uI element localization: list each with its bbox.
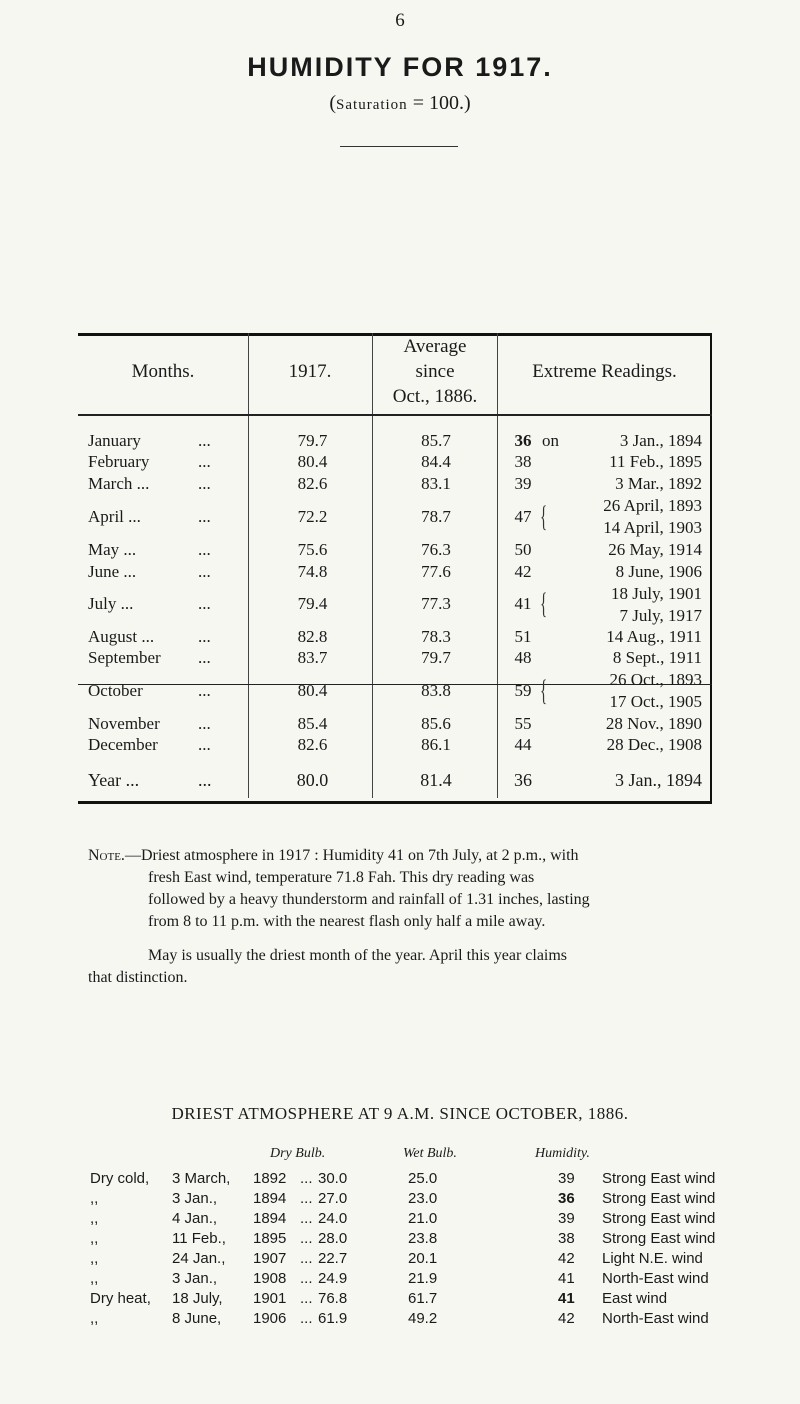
extreme-on: on (542, 431, 559, 450)
extreme-date: 14 Aug., 1911 (606, 627, 702, 646)
value-1917: 82.6 (297, 735, 328, 754)
extreme-value: 50 (514, 540, 532, 559)
month-label: March ... (88, 474, 150, 493)
extreme-value: 47 (514, 507, 532, 526)
header-average (374, 334, 496, 409)
note-text: —Driest atmosphere in 1917 : Humidity 41 on 7th July, at 2 p.m., with (124, 847, 579, 864)
brace: { (540, 500, 548, 533)
leader-dots: ... (198, 648, 211, 667)
value-average: 76.3 (421, 540, 451, 559)
row-dots: ... (300, 1230, 313, 1247)
extreme-date: 8 June, 1906 (615, 562, 702, 581)
row-dry-bulb: 22.7 (318, 1250, 348, 1267)
subtitle-rest: = 100.) (407, 92, 471, 114)
row-dry-bulb: 27.0 (318, 1190, 348, 1207)
extreme-date: 26 May, 1914 (608, 540, 702, 559)
value-1917: 74.8 (297, 562, 328, 581)
extreme-date: 3 Mar., 1892 (615, 474, 702, 493)
col-head-humidity: Humidity. (535, 1146, 590, 1161)
value-average: 85.7 (421, 431, 451, 450)
table-column-divider (248, 333, 249, 798)
row-year: 1894 (253, 1210, 287, 1227)
row-dry-bulb: 76.8 (318, 1290, 348, 1307)
extreme-date: 26 April, 1893 (603, 496, 702, 515)
month-label: November (88, 714, 160, 733)
row-year: 1908 (253, 1270, 287, 1287)
extreme-value: 51 (514, 627, 532, 646)
row-date: 24 Jan., (172, 1250, 226, 1267)
value-1917: 82.8 (297, 627, 328, 646)
value-average: 77.3 (421, 594, 451, 613)
row-humidity: 42 (558, 1250, 575, 1267)
year-value-1917: 80.0 (296, 770, 329, 790)
row-dry-bulb: 28.0 (318, 1230, 348, 1247)
value-average: 78.7 (421, 507, 451, 526)
extreme-date: 11 Feb., 1895 (609, 452, 702, 471)
row-dry-bulb: 24.0 (318, 1210, 348, 1227)
header-average-line: Average (403, 336, 467, 357)
row-wind: North-East wind (602, 1310, 709, 1327)
row-kind: ,, (90, 1250, 99, 1267)
note-line: from 8 to 11 p.m. with the nearest flash only half a mile away. (148, 913, 546, 930)
extreme-date: 28 Dec., 1908 (606, 735, 702, 754)
note-label: Note. (88, 847, 125, 864)
extreme-value: 41 (514, 594, 532, 613)
value-average: 77.6 (421, 562, 451, 581)
row-date: 18 July, (172, 1290, 223, 1307)
row-kind: ,, (90, 1230, 99, 1247)
year-value-average: 81.4 (420, 770, 452, 790)
row-humidity: 41 (558, 1290, 575, 1307)
leader-dots: ... (198, 770, 212, 790)
row-dots: ... (300, 1190, 313, 1207)
header-average-line: since (415, 361, 455, 382)
month-label: July ... (88, 594, 134, 613)
note-line (88, 845, 579, 867)
note-line: followed by a heavy thunderstorm and rainfall of 1.31 inches, lasting (148, 891, 590, 908)
row-wind: Strong East wind (602, 1210, 716, 1227)
leader-dots: ... (198, 714, 211, 733)
extreme-value: 59 (514, 681, 532, 700)
extreme-value: 39 (514, 474, 532, 493)
value-1917: 82.6 (297, 474, 328, 493)
extreme-value: 38 (514, 452, 532, 471)
row-date: 3 Jan., (172, 1270, 218, 1287)
month-label: June ... (88, 562, 137, 581)
leader-dots: ... (198, 594, 211, 613)
value-1917: 80.4 (297, 452, 328, 471)
extreme-value: 44 (514, 735, 532, 754)
row-wet-bulb: 25.0 (408, 1170, 438, 1187)
header-extreme-readings: Extreme Readings. (532, 361, 677, 382)
leader-dots: ... (198, 474, 211, 493)
extreme-date: 18 July, 1901 (611, 584, 702, 603)
row-kind: Dry heat, (90, 1290, 151, 1307)
month-label: May ... (88, 540, 137, 559)
col-head-wet-bulb: Wet Bulb. (403, 1146, 457, 1161)
leader-dots: ... (198, 681, 211, 700)
note-paragraph-line: that distinction. (88, 969, 188, 986)
row-kind: ,, (90, 1270, 99, 1287)
extreme-date: 3 Jan., 1894 (619, 431, 702, 450)
row-wind: Light N.E. wind (602, 1250, 703, 1267)
row-kind: ,, (90, 1210, 99, 1227)
extreme-date: 28 Nov., 1890 (605, 714, 702, 733)
leader-dots: ... (198, 735, 211, 754)
row-date: 11 Feb., (172, 1230, 226, 1247)
page-title: HUMIDITY FOR 1917. (247, 52, 553, 82)
row-year: 1894 (253, 1190, 287, 1207)
extreme-date: 14 April, 1903 (603, 518, 702, 537)
row-wet-bulb: 21.0 (408, 1210, 438, 1227)
row-dry-bulb: 24.9 (318, 1270, 348, 1287)
value-average: 83.1 (421, 474, 451, 493)
extreme-date: 26 Oct., 1893 (609, 670, 702, 689)
value-1917: 72.2 (297, 507, 328, 526)
header-average-line: Oct., 1886. (392, 386, 478, 407)
value-1917: 79.7 (297, 431, 328, 450)
row-date: 4 Jan., (172, 1210, 218, 1227)
year-extreme-value: 36 (514, 770, 532, 790)
driest-heading: DRIEST ATMOSPHERE AT 9 A.M. SINCE OCTOBER, 1886. (171, 1104, 629, 1123)
col-head-dry-bulb: Dry Bulb. (270, 1146, 326, 1161)
brace: { (540, 587, 548, 620)
row-humidity: 38 (558, 1230, 575, 1247)
row-wind: North-East wind (602, 1270, 709, 1287)
row-dots: ... (300, 1250, 313, 1267)
row-wet-bulb: 49.2 (408, 1310, 438, 1327)
row-year: 1907 (253, 1250, 287, 1267)
row-humidity: 42 (558, 1310, 575, 1327)
subtitle-open: ( (329, 92, 337, 114)
table-header-rule (78, 414, 712, 416)
row-wet-bulb: 23.8 (408, 1230, 438, 1247)
row-year: 1895 (253, 1230, 287, 1247)
leader-dots: ... (198, 452, 211, 471)
extreme-value: 55 (514, 714, 532, 733)
extreme-value: 48 (514, 648, 532, 667)
row-dots: ... (300, 1310, 313, 1327)
value-average: 78.3 (421, 627, 451, 646)
value-average: 79.7 (421, 648, 451, 667)
row-date: 3 March, (172, 1170, 231, 1187)
row-wet-bulb: 23.0 (408, 1190, 438, 1207)
row-humidity: 41 (558, 1270, 575, 1287)
row-year: 1906 (253, 1310, 287, 1327)
extreme-date: 7 July, 1917 (619, 606, 702, 625)
year-label: Year ... (88, 770, 140, 790)
extreme-date: 17 Oct., 1905 (609, 692, 702, 711)
note-line: fresh East wind, temperature 71.8 Fah. This dry reading was (148, 869, 535, 886)
row-wind: East wind (602, 1290, 668, 1307)
row-kind: Dry cold, (90, 1170, 150, 1187)
note-paragraph-line: May is usually the driest month of the year. April this year claims (148, 947, 568, 964)
row-date: 8 June, (172, 1310, 222, 1327)
row-humidity: 39 (558, 1170, 575, 1187)
leader-dots: ... (198, 431, 211, 450)
value-1917: 75.6 (297, 540, 328, 559)
row-dots: ... (300, 1290, 313, 1307)
month-label: September (88, 648, 161, 667)
row-year: 1901 (253, 1290, 287, 1307)
row-date: 3 Jan., (172, 1190, 218, 1207)
row-wind: Strong East wind (602, 1170, 716, 1187)
leader-dots: ... (198, 507, 211, 526)
row-year: 1892 (253, 1170, 287, 1187)
table-column-divider (497, 333, 498, 798)
row-wet-bulb: 21.9 (408, 1270, 438, 1287)
value-1917: 80.4 (297, 681, 328, 700)
month-label: August ... (88, 627, 155, 646)
value-1917: 85.4 (297, 714, 328, 733)
row-dry-bulb: 61.9 (318, 1310, 348, 1327)
year-extreme-date: 3 Jan., 1894 (615, 770, 702, 790)
row-wet-bulb: 20.1 (408, 1250, 438, 1267)
extreme-value: 42 (514, 562, 532, 581)
subtitle (0, 92, 800, 115)
extreme-date: 8 Sept., 1911 (612, 648, 702, 667)
brace: { (540, 674, 548, 707)
row-dots: ... (300, 1270, 313, 1287)
subtitle-saturation: Saturation (336, 97, 408, 113)
value-average: 86.1 (421, 735, 451, 754)
month-label: January (88, 431, 141, 450)
leader-dots: ... (198, 540, 211, 559)
page-number: 6 (395, 10, 405, 31)
value-1917: 83.7 (297, 648, 328, 667)
row-kind: ,, (90, 1190, 99, 1207)
row-humidity: 39 (558, 1210, 575, 1227)
value-average: 85.6 (421, 714, 451, 733)
extreme-value: 36 (514, 431, 532, 450)
row-dry-bulb: 30.0 (318, 1170, 348, 1187)
leader-dots: ... (198, 562, 211, 581)
row-humidity: 36 (558, 1190, 575, 1207)
header-1917: 1917. (288, 361, 332, 382)
month-label: April ... (88, 507, 141, 526)
value-average: 83.8 (421, 681, 451, 700)
month-label: December (88, 735, 158, 754)
row-wet-bulb: 61.7 (408, 1290, 438, 1307)
row-wind: Strong East wind (602, 1190, 716, 1207)
header-months: Months. (131, 361, 195, 382)
row-dots: ... (300, 1210, 313, 1227)
value-average: 84.4 (421, 452, 451, 471)
value-1917: 79.4 (297, 594, 328, 613)
row-wind: Strong East wind (602, 1230, 716, 1247)
row-dots: ... (300, 1170, 313, 1187)
row-kind: ,, (90, 1310, 99, 1327)
title-divider (340, 146, 458, 147)
month-label: February (88, 452, 150, 471)
month-label: October (88, 681, 143, 700)
leader-dots: ... (198, 627, 211, 646)
